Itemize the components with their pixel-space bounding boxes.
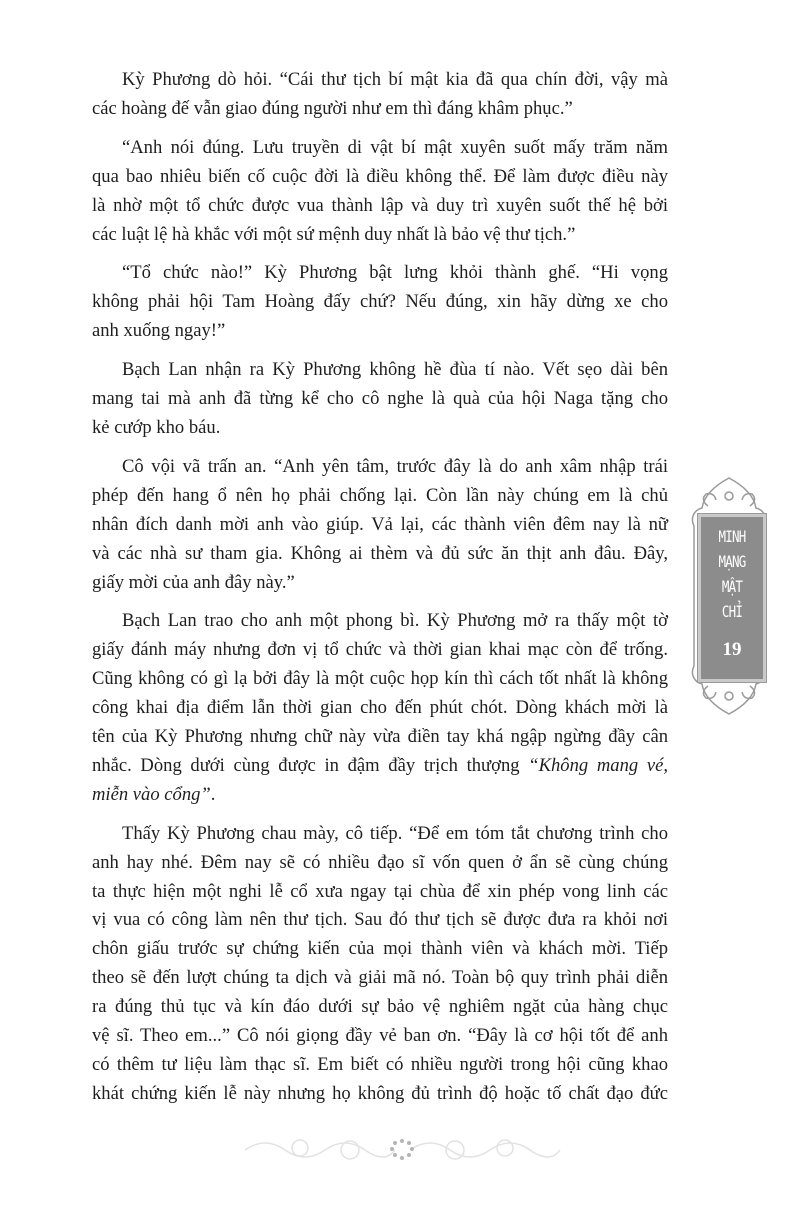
line-text: Cũng không có gì lạ bởi đây là một cuộc họp kín thì cách tốt nhất là không: [92, 668, 668, 690]
line-text: anh xuống ngay!”: [92, 320, 226, 342]
line-text: ta thực hiện một nghi lễ cổ xưa ngay tại chùa để xin phép vong linh các: [92, 880, 668, 902]
line-text: Bạch Lan nhận ra Kỳ Phương không hề đùa tí nào. Vết sẹo dài bên: [122, 359, 668, 381]
paragraph: [92, 134, 668, 250]
italic-quote: miễn vào cổng”: [92, 783, 211, 805]
line-text: công khai địa điểm lẫn thời gian cho đến phút chót. Dòng khách mời là: [92, 697, 668, 719]
text-line: [92, 906, 668, 935]
page-body-text: [92, 66, 668, 1119]
title-line: MẬT: [721, 577, 743, 596]
footer-ornament-icon: [240, 1130, 565, 1168]
line-text: nhân đích danh mời anh vào giúp. Vả lại, các thành viên đêm nay là nữ: [92, 513, 668, 535]
line-text: không phải hội Tam Hoàng đấy chứ? Nếu đúng, xin hãy dừng xe cho: [92, 291, 668, 313]
line-text: và các nhà sư tham gia. Không ai thèm và đủ sức ăn thịt anh đâu. Đây,: [92, 542, 668, 564]
text-line: [92, 636, 668, 665]
paragraph: [92, 259, 668, 346]
line-text: Kỳ Phương dò hỏi. “Cái thư tịch bí mật kia đã qua chín đời, vậy mà: [122, 69, 668, 90]
chapter-side-tab: [684, 474, 790, 718]
text-line: [92, 665, 668, 694]
text-line: [92, 540, 668, 569]
text-line: [92, 993, 668, 1022]
text-line: [92, 163, 668, 192]
line-text: các hoàng đế vẫn giao đúng người như em thì đáng khâm phục.”: [92, 97, 573, 119]
text-line: [92, 95, 668, 124]
text-line: [92, 134, 668, 163]
line-text: là nhờ một tổ chức được vua thành lập và duy trì xuyên suốt thế hệ bởi: [92, 194, 668, 216]
book-title: [705, 524, 758, 624]
line-text: tên của Kỳ Phương nhưng chữ này vừa điền tay khá ngập ngừng đầy cân: [92, 726, 668, 748]
line-text: có thêm tư liệu làm thạc sĩ. Em biết có nhiều người trong hội cũng khao: [92, 1054, 668, 1075]
text-line: [92, 694, 668, 723]
text-line: [92, 1051, 668, 1080]
paragraph: [92, 820, 668, 1109]
paragraph: [92, 66, 668, 124]
line-text: chôn giấu trước sự chứng kiến của mọi thành viên và khách mời. Tiếp: [92, 938, 668, 960]
text-line: [92, 723, 668, 752]
text-line: [92, 453, 668, 482]
text-line: [92, 1080, 668, 1109]
line-text: ra đúng thủ tục và kín đáo dưới sự bảo vệ nghiêm ngặt của hàng chục: [92, 996, 668, 1018]
line-text: giấy mời của anh đây này.”: [92, 571, 295, 593]
line-text: khát chứng kiến lễ này nhưng họ không đủ trình độ hoặc tố chất đạo đức: [92, 1082, 668, 1104]
text-line: [92, 356, 668, 385]
text-line: [92, 935, 668, 964]
text-line: [92, 569, 668, 598]
text-line: [92, 221, 668, 250]
line-text: các luật lệ hà khắc với một sứ mệnh duy nhất là bảo vệ thư tịch.”: [92, 223, 576, 245]
line-text: anh hay nhé. Đêm nay sẽ có nhiều đạo sĩ vốn quen ở ẩn sẽ cùng chúng: [92, 851, 668, 873]
line-text: nhắc. Dòng dưới cùng được in đậm đầy trịch thượng: [92, 754, 529, 776]
paragraph: [92, 453, 668, 598]
paragraph: [92, 607, 668, 809]
line-text: theo sẽ đến lượt chúng ta dịch và giải mã nó. Toàn bộ quy trình phải diễn: [92, 967, 668, 989]
page-number: 19: [722, 639, 742, 660]
text-line: [92, 781, 668, 810]
line-text: Bạch Lan trao cho anh một phong bì. Kỳ Phương mở ra thấy một tờ: [122, 610, 668, 632]
title-line: MẠNG: [718, 552, 746, 571]
text-line: [92, 878, 668, 907]
line-text: qua bao nhiêu biến cố cuộc đời là điều không thể. Để làm được điều này: [92, 165, 668, 187]
line-text: phép đến hang ổ nên họ phải chống lại. Còn lần này chúng em là chủ: [92, 484, 668, 506]
italic-quote: “Không mang vé,: [528, 754, 669, 776]
line-text: vệ sĩ. Theo em...” Cô nói giọng đầy vẻ ban ơn. “Đây là cơ hội tốt để anh: [92, 1025, 668, 1047]
title-line: CHỈ: [721, 602, 743, 621]
paragraph: [92, 356, 668, 443]
text-line: [92, 482, 668, 511]
text-line: [92, 849, 668, 878]
text-line: [92, 317, 668, 346]
text-line: [92, 607, 668, 636]
text-line: [92, 1022, 668, 1051]
text-line: [92, 820, 668, 849]
line-text: Cô vội vã trấn an. “Anh yên tâm, trước đây là do anh xâm nhập trái: [122, 455, 668, 477]
line-text: mang tai mà anh đã từng kể cho cô nghe là quà của hội Naga tặng cho: [92, 388, 668, 410]
text-line: [92, 192, 668, 221]
line-text: kẻ cướp kho báu.: [92, 416, 221, 438]
line-text: “Anh nói đúng. Lưu truyền di vật bí mật xuyên suốt mấy trăm năm: [122, 136, 668, 158]
text-line: [92, 259, 668, 288]
text-line: [92, 752, 668, 781]
line-text: giấy đánh máy nhưng đơn vị tổ chức và thời gian khai mạc còn để trống.: [92, 639, 668, 661]
line-text: “Tổ chức nào!” Kỳ Phương bật lưng khỏi thành ghế. “Hi vọng: [122, 262, 668, 284]
text-line: [92, 414, 668, 443]
line-text: .: [210, 783, 216, 805]
text-line: [92, 66, 668, 95]
line-text: vị vua có công làm nên thư tịch. Sau đó thư tịch sẽ được đưa ra khỏi nơi: [92, 909, 668, 931]
text-line: [92, 385, 668, 414]
text-line: [92, 288, 668, 317]
text-line: [92, 964, 668, 993]
line-text: Thấy Kỳ Phương chau mày, cô tiếp. “Để em tóm tắt chương trình cho: [122, 822, 668, 844]
text-line: [92, 511, 668, 540]
title-line: MINH: [718, 527, 746, 546]
